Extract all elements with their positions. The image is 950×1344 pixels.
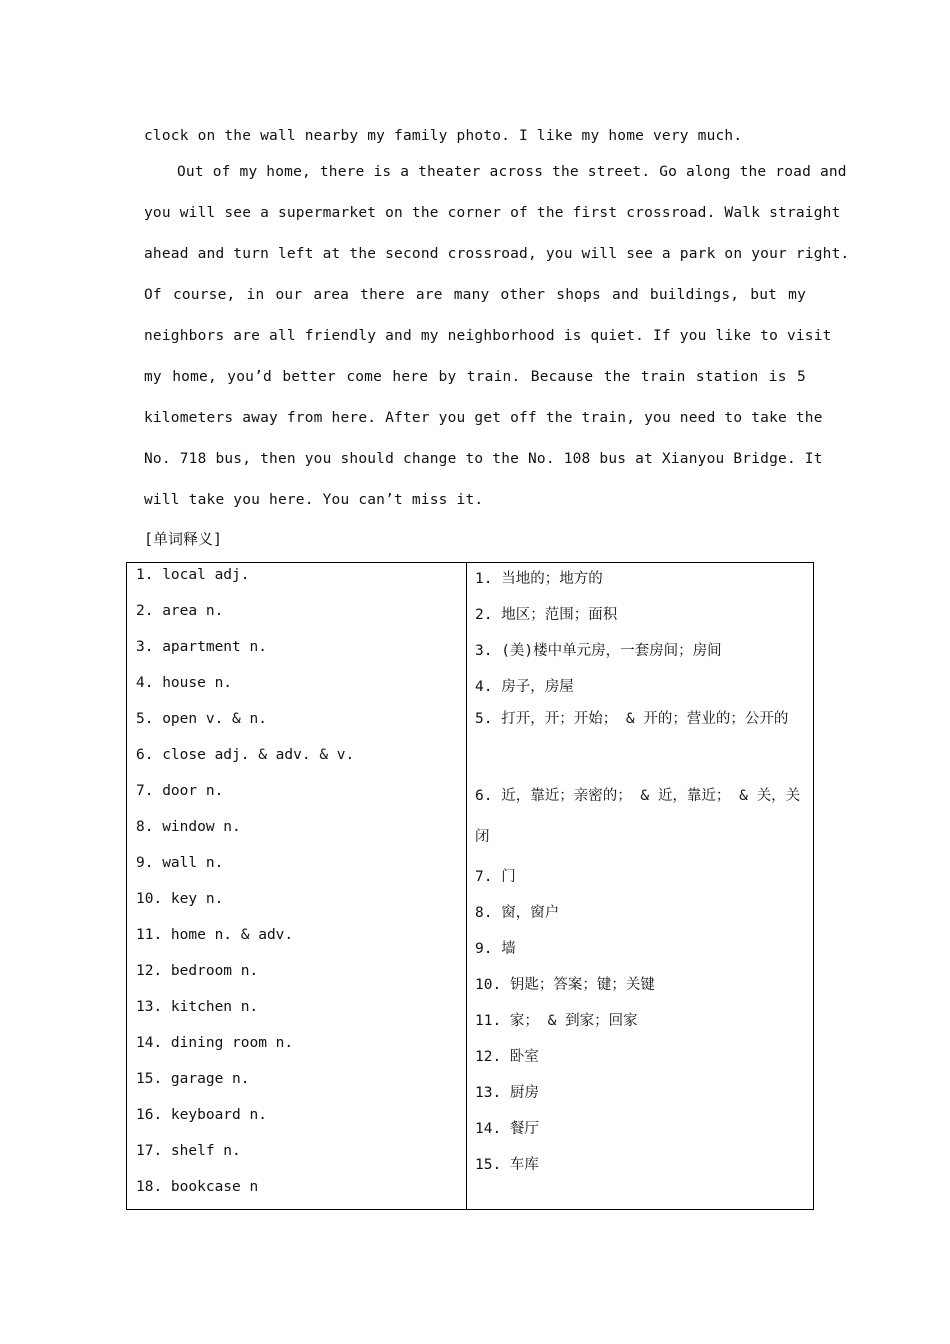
word-cell: 13. kitchen n. [136, 999, 259, 1015]
paragraph-line: Of course, in our area there are many other shops and buildings, but my [144, 287, 806, 303]
meaning-cell: 4. 房子，房屋 [475, 679, 574, 695]
meaning-cell: 6. 近，靠近；亲密的； & 近，靠近； & 关，关闭 [475, 788, 801, 845]
meaning-cell: 7. 门 [475, 869, 516, 885]
word-cell: 7. door n. [136, 783, 224, 799]
word-cell: 8. window n. [136, 819, 241, 835]
meaning-cell: 14. 餐厅 [475, 1121, 539, 1137]
section-label: [单词释义] [144, 530, 223, 548]
paragraph-line: kilometers away from here. After you get off the train, you need to take the [144, 410, 823, 426]
meaning-cell: 15. 车库 [475, 1157, 539, 1173]
paragraph-line: ahead and turn left at the second crossroad, you will see a park on your right. [144, 246, 850, 262]
paragraph-line: neighbors are all friendly and my neighborhood is quiet. If you like to visit [144, 328, 832, 344]
paragraph-line: Out of my home, there is a theater across the street. Go along the road and [177, 164, 847, 180]
meaning-cell: 2. 地区；范围；面积 [475, 607, 618, 623]
meaning-cell: 11. 家； & 到家；回家 [475, 1013, 638, 1029]
word-cell: 6. close adj. & adv. & v. [136, 747, 355, 763]
meaning-cell: 3. (美)楼中单元房，一套房间；房间 [475, 643, 722, 659]
word-cell: 15. garage n. [136, 1071, 250, 1087]
word-cell: 12. bedroom n. [136, 963, 259, 979]
meaning-cell: 12. 卧室 [475, 1049, 539, 1065]
paragraph-line: clock on the wall nearby my family photo. I like my home very much. [144, 128, 743, 144]
meaning-cell: 9. 墙 [475, 941, 516, 957]
word-cell: 11. home n. & adv. [136, 927, 294, 943]
meaning-cell: 8. 窗，窗户 [475, 905, 560, 921]
word-cell: 18. bookcase n [136, 1179, 259, 1195]
word-cell: 5. open v. & n. [136, 711, 267, 727]
word-cell: 16. keyboard n. [136, 1107, 267, 1123]
column-divider [466, 563, 467, 1209]
word-cell: 14. dining room n. [136, 1035, 294, 1051]
paragraph-line: you will see a supermarket on the corner of the first crossroad. Walk straight [144, 205, 841, 221]
meaning-cell: 10. 钥匙；答案；键；关键 [475, 977, 655, 993]
word-cell: 3. apartment n. [136, 639, 267, 655]
word-cell: 4. house n. [136, 675, 233, 691]
paragraph-line: my home, you’d better come here by train. Because the train station is 5 [144, 369, 806, 385]
word-cell: 9. wall n. [136, 855, 224, 871]
word-cell: 10. key n. [136, 891, 224, 907]
word-cell: 1. local adj. [136, 567, 250, 583]
meaning-cell: 13. 厨房 [475, 1085, 539, 1101]
meaning-cell: 1. 当地的；地方的 [475, 571, 603, 587]
paragraph-line: will take you here. You can’t miss it. [144, 492, 484, 508]
word-cell: 17. shelf n. [136, 1143, 241, 1159]
meaning-cell: 5. 打开，开；开始； & 开的；营业的；公开的 [475, 711, 789, 727]
paragraph-line: No. 718 bus, then you should change to the No. 108 bus at Xianyou Bridge. It [144, 451, 823, 467]
word-cell: 2. area n. [136, 603, 224, 619]
vocabulary-table [126, 562, 814, 1210]
